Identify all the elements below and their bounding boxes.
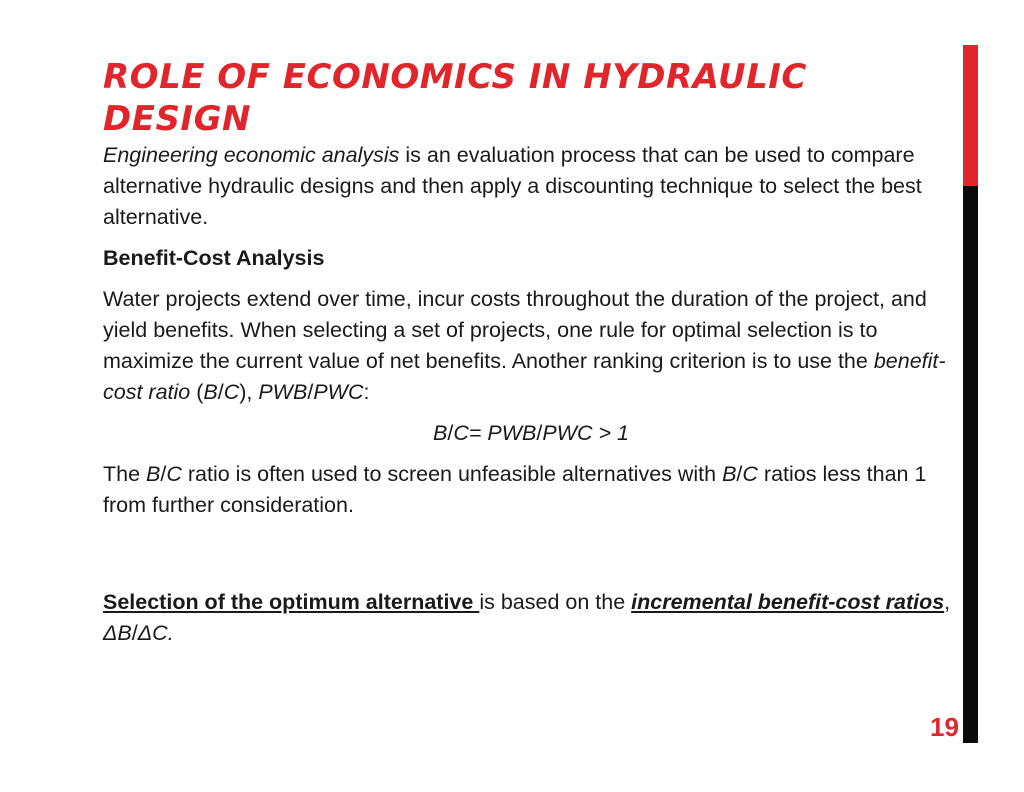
bca-pwb-symbol: PWB [258,380,308,404]
selection-lead: Selection of the optimum alternative [103,590,480,614]
ratio-text-end: ratios less than 1 from further consideration. [103,462,927,517]
ratio-slash-2: / [736,462,743,486]
ratio-b-symbol-2: B [722,462,737,486]
intro-term: Engineering economic analysis [103,143,400,167]
bca-close-paren: ), [239,380,259,404]
selection-text: is based on the [479,590,632,614]
incremental-ratio-term: incremental benefit-cost ratios [631,590,945,614]
bca-c-symbol: C [223,380,240,404]
spacer [103,531,953,587]
ratio-text-mid: ratio is often used to screen unfeasible alternatives with [181,462,723,486]
bca-b-symbol: B [203,380,218,404]
delta-c-symbol: ΔC. [137,621,174,645]
bca-slash: / [217,380,224,404]
ratio-c-symbol: C [166,462,182,486]
bca-open-paren: ( [190,380,204,404]
accent-bar-red [963,45,978,186]
bca-colon: : [363,380,370,404]
ratio-c-symbol-2: C [742,462,758,486]
bc-equation [103,418,953,449]
equation-pwc: PWC > 1 [542,421,629,445]
ratio-slash: / [160,462,167,486]
ratio-b-symbol: B [146,462,161,486]
bca-slash-2: / [307,380,314,404]
selection-comma: , [944,590,951,614]
equation-slash-2: / [536,421,543,445]
intro-paragraph [103,140,953,233]
slide-title: ROLE OF ECONOMICS IN HYDRAULIC DESIGN [103,57,807,139]
equation-b: B [433,421,448,445]
ratio-text-start: The [103,462,147,486]
selection-paragraph [103,587,953,649]
intro-text: is an evaluation process that can be used to compare alternative hydraulic designs and then apply a discounting technique to select the best alternative. [103,143,922,229]
slide-body [103,140,953,659]
delta-slash: / [131,621,138,645]
delta-b-symbol: ΔB [103,621,132,645]
accent-bar-black [963,186,978,743]
bca-ratio-term: benefit-cost ratio [103,349,946,404]
bca-paragraph [103,284,953,408]
equation-slash: / [447,421,454,445]
bca-pwc-symbol: PWC [313,380,364,404]
bca-paragraph-text: Water projects extend over time, incur costs throughout the duration of the project, and yield benefits. When selecting a set of projects, one rule for optimal selection is to maximize the current value of net benefits. Another ranking criterion is to use the [103,287,927,373]
equation-c-pwb: C= PWB [453,421,537,445]
bc-ratio-paragraph [103,459,953,521]
page-number: 19 [930,712,959,742]
bca-heading: Benefit-Cost Analysis [103,246,325,270]
